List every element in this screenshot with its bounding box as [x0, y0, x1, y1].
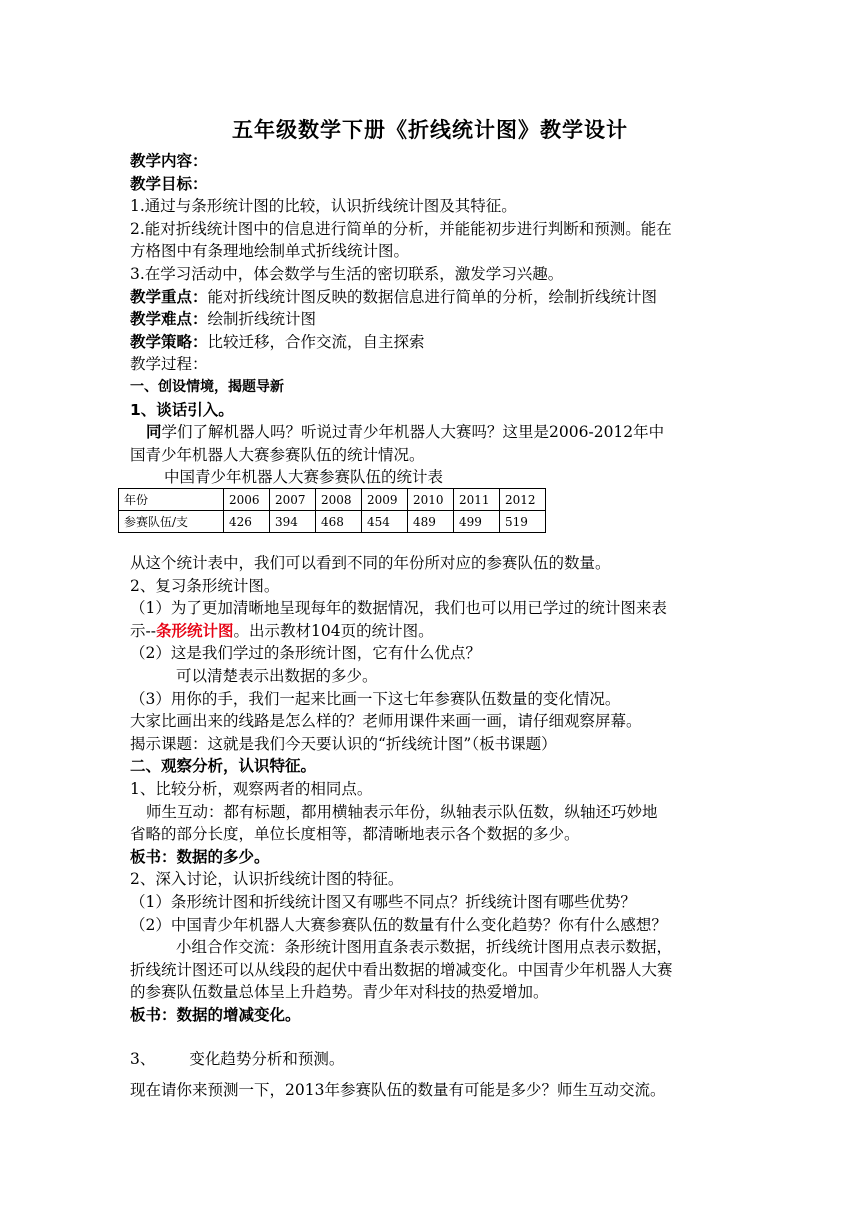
- intro-line-2: 国青少年机器人大赛参赛队伍的统计情况。: [130, 445, 425, 464]
- table-cell-teams: 426: [224, 511, 270, 533]
- question-2: （2）这是我们学过的条形统计图，它有什么优点？: [130, 644, 481, 663]
- section-2-step-2: 2、深入讨论，认识折线统计图的特征。: [130, 870, 404, 889]
- table-cell-year: 2009: [362, 489, 408, 511]
- board-note-2: 板书：数据的增减变化。: [130, 1005, 301, 1024]
- interaction-line-1: 师生互动：都有标题，都用横轴表示年份，纵轴表示队伍数，纵轴还巧妙地: [146, 802, 658, 821]
- table-cell-year: 2008: [316, 489, 362, 511]
- strategy-label: 教学策略：: [130, 332, 208, 351]
- section-2-step-3: [130, 1048, 730, 1071]
- step-3-text: 变化趋势分析和预测。: [189, 1050, 345, 1069]
- table-cell-header: 年份: [119, 489, 224, 511]
- difficulty-text: 绘制折线统计图: [207, 310, 317, 329]
- goals-label: 教学目标：: [130, 174, 208, 193]
- table-cell-year: 2007: [270, 489, 316, 511]
- table-cell-year: 2006: [224, 489, 270, 511]
- group-discussion-line-3: 的参赛队伍数量总体呈上升趋势。青少年对科技的热爱增加。: [130, 983, 549, 1002]
- bar-chart-highlight: 条形统计图: [155, 621, 234, 640]
- key-text: 能对折线统计图反映的数据信息进行简单的分析，绘制折线统计图: [207, 287, 658, 306]
- table-cell-teams: 519: [500, 511, 546, 533]
- table-cell-year: 2012: [500, 489, 546, 511]
- question-2-answer: 可以清楚表示出数据的多少。: [176, 666, 378, 685]
- group-discussion-line-2: 折线统计图还可以从线段的起伏中看出数据的增减变化。中国青少年机器人大赛: [130, 960, 673, 979]
- table-row-years: [119, 489, 546, 511]
- goal-3: 3.在学习活动中，体会数学与生活的密切联系，激发学习兴趣。: [130, 264, 564, 283]
- section-2-step-1: 1、比较分析，观察两者的相同点。: [130, 779, 373, 798]
- intro-first-char: 同: [146, 423, 162, 442]
- difficulty-label: 教学难点：: [130, 310, 208, 329]
- table-cell-teams: 499: [454, 511, 500, 533]
- intro-line-1-rest: 学们了解机器人吗？听说过青少年机器人大赛吗？这里是2006-2012年中: [161, 423, 665, 442]
- section-2-question-1: （1）条形统计图和折线统计图又有哪些不同点？折线统计图有哪些优势？: [130, 892, 636, 911]
- process-label: 教学过程：: [130, 355, 208, 374]
- key-point: [130, 286, 730, 309]
- intro-line-1: [130, 421, 730, 444]
- table-cell-teams: 454: [362, 511, 408, 533]
- document-title: 五年级数学下册《折线统计图》教学设计: [232, 118, 628, 142]
- table-cell-year: 2011: [454, 489, 500, 511]
- table-cell-teams: 468: [316, 511, 362, 533]
- section-2-question-2: （2）中国青少年机器人大赛参赛队伍的数量有什么变化趋势？你有什么感想？: [130, 915, 667, 934]
- step-2-heading: 2、复习条形统计图。: [130, 576, 280, 595]
- board-note-1: 板书：数据的多少。: [130, 847, 270, 866]
- reveal-topic: 揭示课题：这就是我们今天要认识的“折线统计图”（板书课题）: [130, 734, 557, 753]
- table-cell-teams: 489: [408, 511, 454, 533]
- table-cell-header: 参赛队伍/支: [119, 511, 224, 533]
- difficulty: [130, 308, 730, 331]
- table-cell-teams: 394: [270, 511, 316, 533]
- document-body-bottom: [130, 552, 730, 1102]
- q1-prefix: 示--: [130, 621, 156, 640]
- section-1-heading: 一、创设情境，揭题导新: [130, 378, 284, 395]
- after-table-text: 从这个统计表中，我们可以看到不同的年份所对应的参赛队伍的数量。: [130, 554, 611, 572]
- step-3-number: 3、: [130, 1050, 156, 1069]
- question-1-line-1: （1）为了更加清晰地呈现每年的数据情况，我们也可以用已学过的统计图来表: [130, 599, 667, 618]
- question-3: （3）用你的手，我们一起来比画一下这七年参赛队伍数量的变化情况。: [130, 689, 621, 708]
- content-label: 教学内容：: [130, 152, 208, 170]
- question-3-follow: 大家比画出来的线路是怎么样的？老师用课件来画一画，请仔细观察屏幕。: [130, 712, 642, 731]
- table-row-teams: [119, 511, 546, 533]
- goal-2-line-1: 2.能对折线统计图中的信息进行简单的分析，并能能初步进行判断和预测。能在: [130, 219, 672, 238]
- table-cell-year: 2010: [408, 489, 454, 511]
- goal-2-line-2: 方格图中有条理地绘制单式折线统计图。: [130, 242, 410, 261]
- group-discussion-line-1: 小组合作交流：条形统计图用直条表示数据，折线统计图用点表示数据，: [176, 938, 673, 957]
- document-body-top: [124, 150, 730, 533]
- interaction-line-2: 省略的部分长度，单位长度相等，都清晰地表示各个数据的多少。: [130, 825, 580, 844]
- table-caption: 中国青少年机器人大赛参赛队伍的统计表: [164, 468, 444, 487]
- section-2-heading: 二、观察分析，认识特征。: [130, 757, 317, 776]
- key-label: 教学重点：: [130, 287, 208, 306]
- goal-1: 1.通过与条形统计图的比较，认识折线统计图及其特征。: [130, 197, 517, 216]
- strategy-text: 比较迁移，合作交流，自主探索: [207, 332, 425, 351]
- q1-suffix: 。出示教材104页的统计图。: [233, 621, 434, 640]
- strategy: [130, 331, 730, 354]
- step-1-heading: 1、谈话引入。: [130, 400, 234, 419]
- statistics-table: [118, 488, 546, 533]
- prediction-text: 现在请你来预测一下，2013年参赛队伍的数量有可能是多少？师生互动交流。: [130, 1081, 666, 1100]
- question-1-line-2: [130, 620, 730, 643]
